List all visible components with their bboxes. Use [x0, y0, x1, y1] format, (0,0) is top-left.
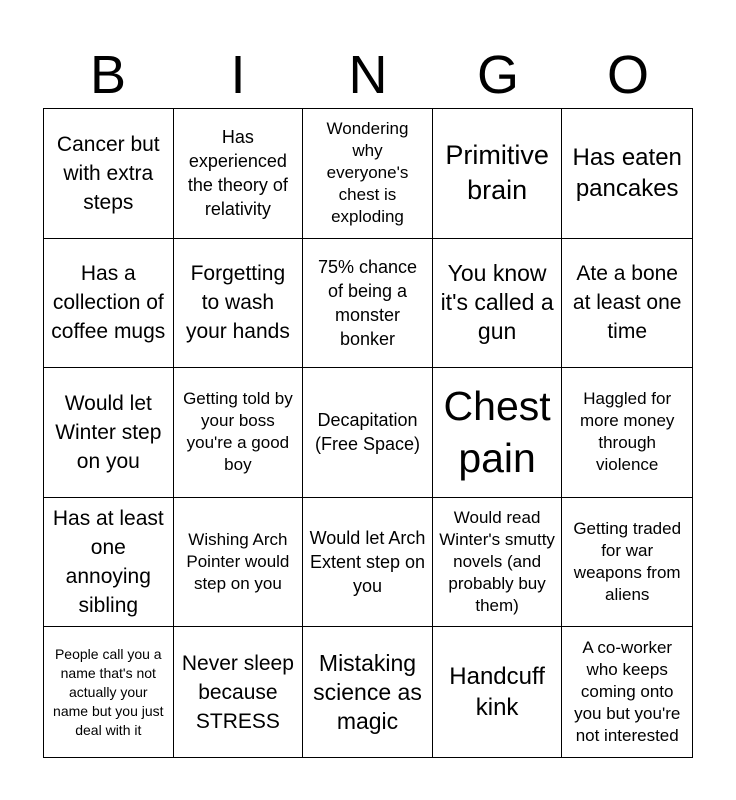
header-letter-g: G: [476, 45, 519, 105]
cell-text: Never sleep because STRESS: [181, 651, 294, 733]
bingo-cell-r4c1[interactable]: [44, 498, 174, 628]
cell-text: A co-worker who keeps coming onto you but you're not interested: [574, 638, 681, 746]
bingo-cell-r3c3[interactable]: [303, 368, 433, 498]
bingo-cell-r2c3[interactable]: [303, 239, 433, 369]
cell-text: Has experienced the theory of relativity: [187, 127, 288, 220]
bingo-cell-r3c2[interactable]: [174, 368, 304, 498]
header-letter-i: I: [230, 45, 246, 105]
cell-text: Getting told by your boss you're a good boy: [183, 389, 293, 475]
cell-text: Has a collection of coffee mugs: [51, 262, 166, 344]
cell-text: Chest pain: [443, 383, 551, 482]
cell-text: Would let Winter step on you: [55, 391, 162, 473]
cell-text: Wondering why everyone's chest is exploding: [326, 119, 409, 227]
cell-text: Decapitation (Free Space): [314, 410, 421, 455]
cell-text: Primitive brain: [445, 140, 549, 206]
cell-text: Handcuff kink: [449, 663, 545, 722]
bingo-cell-r1c3[interactable]: [303, 109, 433, 239]
bingo-cell-r5c1[interactable]: [44, 627, 174, 757]
cell-text: Would let Arch Extent step on you: [309, 528, 426, 597]
cell-text: Cancer but with extra steps: [56, 132, 160, 214]
cell-text: Wishing Arch Pointer would step on you: [186, 530, 290, 594]
bingo-cell-r3c1[interactable]: [44, 368, 174, 498]
bingo-cell-r2c5[interactable]: [562, 239, 692, 369]
bingo-cell-r1c1[interactable]: [44, 109, 174, 239]
bingo-cell-r4c3[interactable]: [303, 498, 433, 628]
cell-text: Forgetting to wash your hands: [185, 262, 290, 344]
bingo-grid: [43, 108, 693, 758]
bingo-cell-r3c5[interactable]: [562, 368, 692, 498]
cell-text: Haggled for more money through violence: [579, 389, 675, 475]
cell-text: Mistaking science as magic: [313, 649, 422, 734]
cell-text: People call you a name that's not actually your name but you just deal with it: [53, 645, 164, 738]
bingo-cell-r2c2[interactable]: [174, 239, 304, 369]
cell-text: Getting traded for war weapons from aliens: [573, 519, 682, 605]
cell-text: Would read Winter's smutty novels (and probably buy them): [439, 508, 555, 616]
bingo-cell-r1c4[interactable]: [433, 109, 563, 239]
header-letter-n: N: [348, 45, 388, 105]
cell-text: 75% chance of being a monster bonker: [317, 256, 418, 349]
cell-text: Has at least one annoying sibling: [52, 507, 164, 618]
bingo-cell-r5c3[interactable]: [303, 627, 433, 757]
cell-text: Ate a bone at least one time: [572, 262, 682, 344]
header-letter-o: O: [606, 45, 649, 105]
bingo-cell-r1c2[interactable]: [174, 109, 304, 239]
bingo-cell-r4c4[interactable]: [433, 498, 563, 628]
cell-text: You know it's called a gun: [440, 260, 554, 345]
bingo-header: [43, 42, 693, 108]
bingo-cell-r2c4[interactable]: [433, 239, 563, 369]
bingo-cell-r5c2[interactable]: [174, 627, 304, 757]
cell-text: Has eaten pancakes: [572, 144, 682, 203]
bingo-cell-r5c4[interactable]: [433, 627, 563, 757]
header-letter-b: B: [89, 45, 127, 105]
bingo-cell-r4c2[interactable]: [174, 498, 304, 628]
bingo-cell-r3c4[interactable]: [433, 368, 563, 498]
bingo-cell-r4c5[interactable]: [562, 498, 692, 628]
bingo-cell-r5c5[interactable]: [562, 627, 692, 757]
bingo-cell-r2c1[interactable]: [44, 239, 174, 369]
bingo-cell-r1c5[interactable]: [562, 109, 692, 239]
